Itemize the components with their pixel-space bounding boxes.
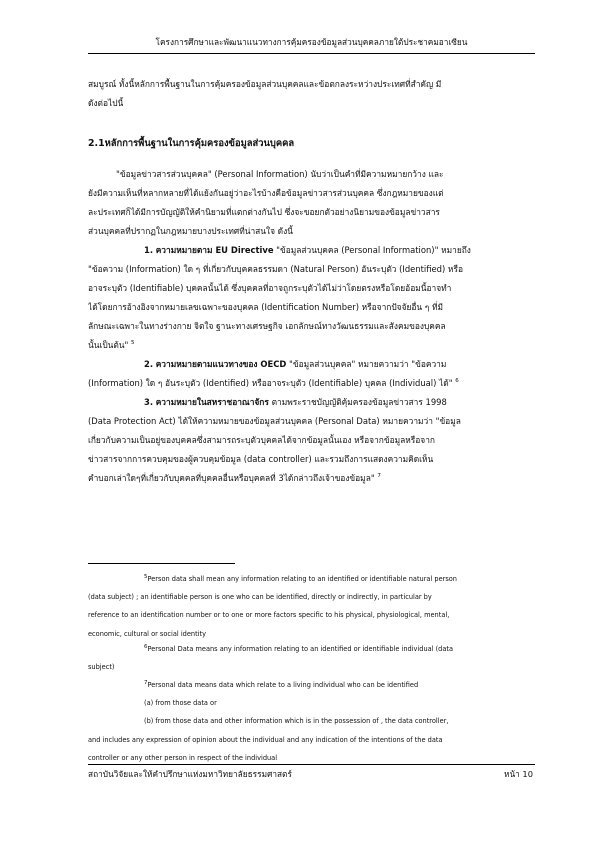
footnote-line: (data subject) ; an identifiable person is one who can be identified, directly or indirectly, in particular by bbox=[88, 593, 432, 602]
text-line bbox=[88, 241, 535, 260]
item-text: นั้นเป็นต้น" bbox=[88, 340, 129, 350]
footnote-ref[interactable]: 6 bbox=[455, 378, 459, 385]
text-line bbox=[88, 355, 535, 374]
footnote-separator bbox=[88, 563, 235, 564]
running-header: โครงการศึกษาและพัฒนาแนวทางการคุ้มครองข้อมูลส่วนบุคคลภายใต้ประชาคมอาเซียน bbox=[155, 37, 468, 47]
footnote-line: reference to an identification number or to one or more factors specific to his physical, physiological, mental, bbox=[88, 611, 450, 620]
footer-rule bbox=[88, 764, 535, 765]
footer-institution: สถาบันวิจัยและให้คำปรึกษาแห่งมหาวิทยาลัยธรรมศาสตร์ bbox=[88, 769, 292, 779]
text-line bbox=[88, 393, 535, 412]
text-line: อาจระบุตัว (Identifiable) บุคคลนั้นได้ ซึ่งบุคคลที่อาจถูกระบุตัวได้ไม่ว่าโดยตรงหรือโดยอ้อมนี้อาจทำ bbox=[88, 283, 452, 293]
item-title: ความหมายตาม EU Directive bbox=[155, 245, 274, 255]
text-line bbox=[88, 469, 535, 488]
item-title: ความหมายตามแนวทางของ OECD bbox=[155, 359, 287, 369]
footnote-line: (a) from those data or bbox=[144, 699, 217, 708]
page-number: หน้า 10 bbox=[504, 769, 533, 779]
text-line bbox=[88, 374, 535, 393]
text-line: ดังต่อไปนี้ bbox=[88, 98, 124, 108]
item-number: 1. bbox=[144, 245, 154, 255]
footnote-ref[interactable]: 5 bbox=[131, 340, 135, 347]
intro-paragraph bbox=[88, 75, 535, 113]
footnote-line bbox=[88, 570, 535, 588]
footnote-7 bbox=[88, 676, 535, 767]
text-line: สมบูรณ์ ทั้งนี้หลักการพื้นฐานในการคุ้มครองข้อมูลส่วนบุคคลและข้อตกลงระหว่างประเทศที่สำคัญ มี bbox=[88, 79, 442, 89]
text-line: เกี่ยวกับความเป็นอยู่ของบุคคลซึ่งสามารถระบุตัวบุคคลได้จากข้อมูลนั้นเอง หรือจากข้อมูลหรือจาก bbox=[88, 435, 435, 445]
footnote-text: Person data shall mean any information relating to an identified or identifiable natural person bbox=[147, 575, 457, 583]
text-line: ละประเทศก็ได้มีการบัญญัติให้คำนิยามที่แตกต่างกันไป ซึ่งจะขอยกตัวอย่างนิยามของข้อมูลข่าวสาร bbox=[88, 207, 440, 217]
item-title: ความหมายในสหราชอาณาจักร bbox=[155, 397, 269, 407]
footnote-mark: 6 bbox=[144, 643, 148, 650]
footnote-line: controller or any other person in respect of the individual bbox=[88, 753, 278, 762]
text-line: ข่าวสารจากการควบคุมของผู้ควบคุมข้อมูล (data controller) และรวมถึงการแสดงความคิดเห็น bbox=[88, 454, 434, 464]
item-text: (Information) ใด ๆ อันระบุตัว (Identified) หรืออาจระบุตัว (Identifiable) บุคคล (Individual) ได้" bbox=[88, 378, 453, 388]
definition-uk bbox=[88, 393, 535, 488]
footnote-mark: 7 bbox=[144, 679, 148, 686]
item-text: คำบอกเล่าใดๆที่เกี่ยวกับบุคคลที่บุคคลอื่นหรือบุคคลที่ 3ได้กล่าวถึงเจ้าของข้อมูล" bbox=[88, 473, 375, 483]
definition-eu bbox=[88, 241, 535, 355]
text-line: ได้โดยการอ้างอิงจากหมายเลขเฉพาะของบุคคล (Identification Number) หรือจากปัจจัยอื่น ๆ ที่มี bbox=[88, 302, 444, 312]
header-rule bbox=[88, 53, 535, 54]
footnote-ref[interactable]: 7 bbox=[377, 473, 381, 480]
footnote-line: (b) from those data and other information which is in the possession of , the data controller, bbox=[144, 717, 449, 726]
footnote-text: Personal data means data which relate to a living individual who can be identified bbox=[147, 681, 419, 689]
footnote-5 bbox=[88, 570, 535, 643]
footnote-line: and includes any expression of opinion about the individual and any indication of the intentions of the data bbox=[88, 735, 443, 744]
body-paragraph-1 bbox=[88, 165, 535, 241]
footnote-text: Personal Data means any information relating to an identified or identifiable individual (data bbox=[147, 645, 454, 653]
item-number: 2. bbox=[144, 359, 154, 369]
text-line: ยังมีความเห็นที่หลากหลายที่ได้แย้งกันอยู่ว่าอะไรบ้างคือข้อมูลข่าวสารส่วนบุคคล ซึ่งกฎหมายของแต่ bbox=[88, 188, 444, 198]
footnote-line bbox=[88, 640, 535, 658]
footnote-line: economic, cultural or social identity bbox=[88, 629, 206, 638]
definition-oecd bbox=[88, 355, 535, 393]
footnote-6 bbox=[88, 640, 535, 676]
item-text: ตามพระราชบัญญัติคุ้มครองข้อมูลข่าวสาร 1998 bbox=[271, 397, 447, 407]
text-line: "ข้อความ (Information) ใด ๆ ที่เกี่ยวกับบุคคลธรรมดา (Natural Person) อันระบุตัว (Identified) หรือ bbox=[88, 264, 463, 274]
section-heading: 2.1หลักการพื้นฐานในการคุ้มครองข้อมูลส่วนบุคคล bbox=[88, 138, 295, 149]
footnote-line bbox=[88, 676, 535, 694]
item-text: "ข้อมูลส่วนบุคคล (Personal Information)" หมายถึง bbox=[276, 245, 471, 255]
text-line: ส่วนบุคคลที่ปรากฏในกฎหมายบางประเทศที่น่าสนใจ ดังนี้ bbox=[88, 226, 293, 236]
text-line: "ข้อมูลข่าวสารส่วนบุคคล" (Personal Information) นับว่าเป็นคำที่มีความหมายกว้าง และ bbox=[116, 169, 444, 179]
footnote-mark: 5 bbox=[144, 573, 148, 580]
text-line bbox=[88, 336, 535, 355]
text-line: (Data Protection Act) ได้ให้ความหมายของข้อมูลส่วนบุคคล (Personal Data) หมายความว่า "ข้อมูล bbox=[88, 416, 461, 426]
item-number: 3. bbox=[144, 397, 154, 407]
item-text: "ข้อมูลส่วนบุคคล" หมายความว่า "ข้อความ bbox=[289, 359, 447, 369]
text-line: ลักษณะเฉพาะในทางร่างกาย จิตใจ ฐานะทางเศรษฐกิจ เอกลักษณ์ทางวัฒนธรรมและสังคมของบุคคล bbox=[88, 321, 446, 331]
footnote-line: subject) bbox=[88, 663, 115, 672]
